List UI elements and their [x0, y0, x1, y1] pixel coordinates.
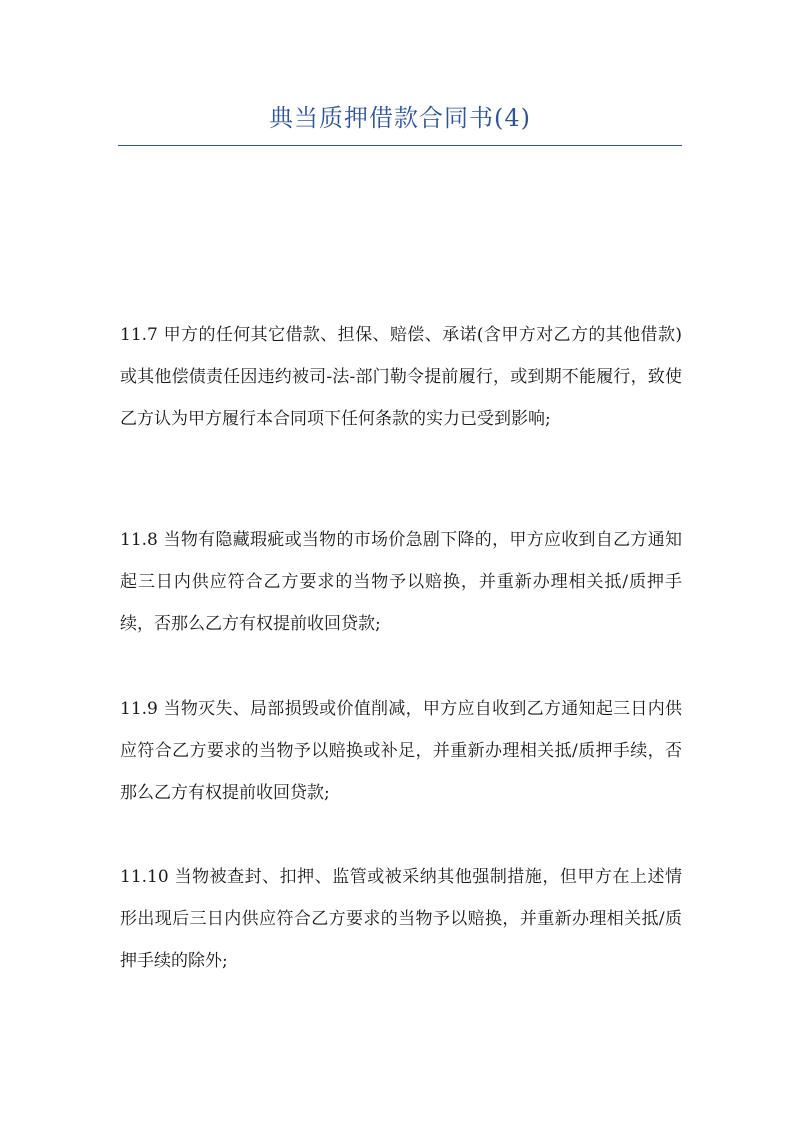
title-divider: [118, 145, 682, 146]
clause-11-9: 11.9 当物灭失、局部损毁或价值削减，甲方应自收到乙方通知起三日内供应符合乙方要求的当物予以赔换或补足，并重新办理相关抵/质押手续，否那么乙方有权提前收回贷款;: [120, 699, 682, 803]
clause-11-10: 11.10 当物被查封、扣押、监管或被采纳其他强制措施，但甲方在上述情形出现后三日内供应符合乙方要求的当物予以赔换，并重新办理相关抵/质押手续的除外;: [120, 867, 682, 971]
document-title: 典当质押借款合同书(4): [269, 104, 531, 132]
clause-11-7: 11.7 甲方的任何其它借款、担保、赔偿、承诺(含甲方对乙方的其他借款)或其他偿债责任因违约被司-法-部门勒令提前履行，或到期不能履行，致使乙方认为甲方履行本合同项下任何条款的实力已受到影响;: [120, 325, 682, 429]
clause-11-8: 11.8 当物有隐藏瑕疵或当物的市场价急剧下降的，甲方应收到自乙方通知起三日内供应符合乙方要求的当物予以赔换，并重新办理相关抵/质押手续，否那么乙方有权提前收回贷款;: [120, 530, 682, 634]
